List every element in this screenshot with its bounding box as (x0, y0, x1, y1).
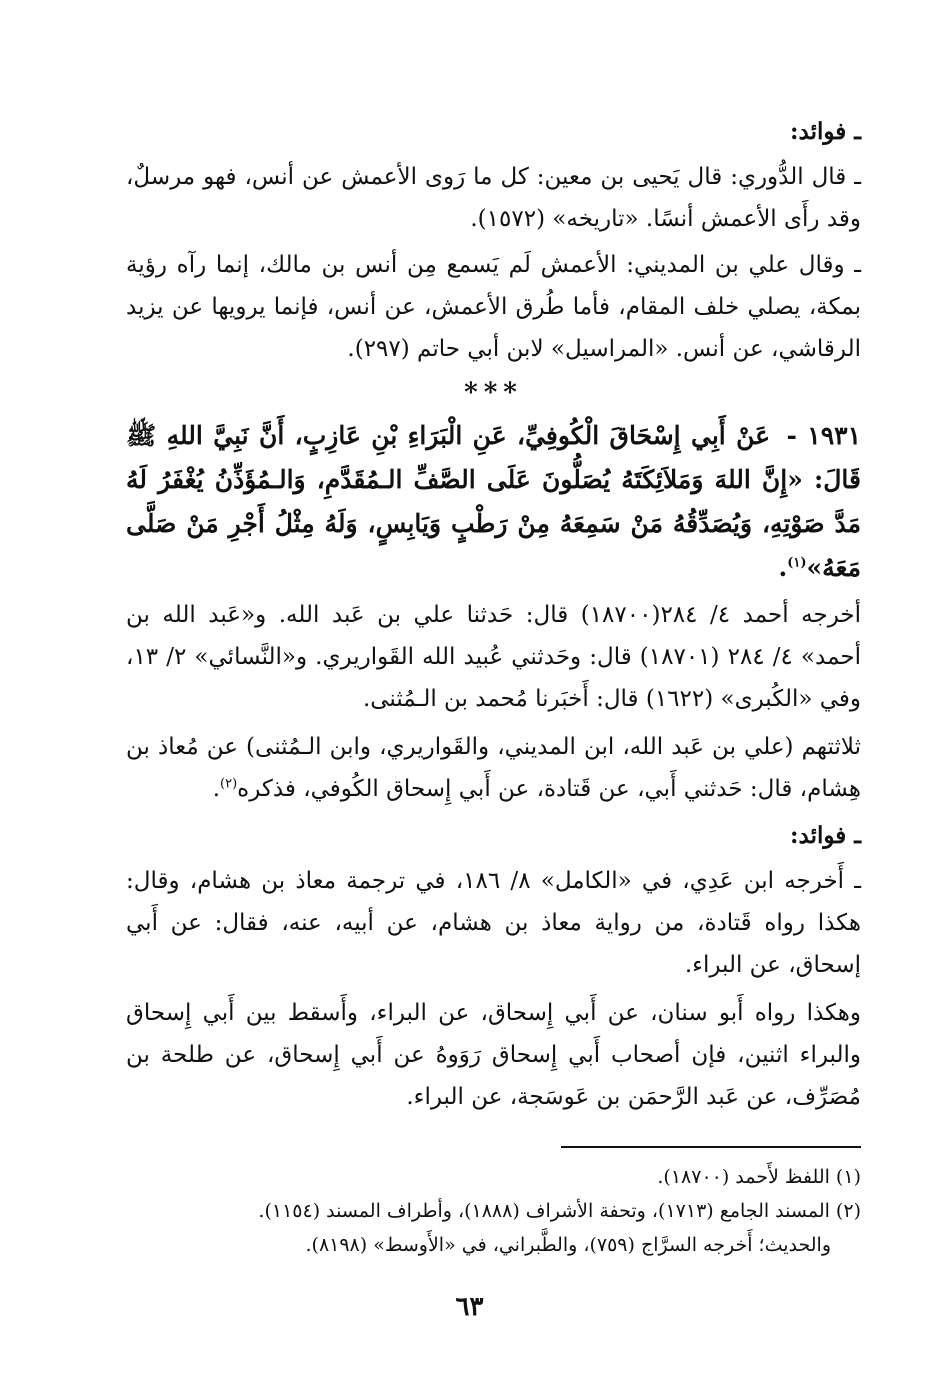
footnote-ref-1: (١) (787, 555, 807, 571)
takhrij-paragraph-1: أخرجه أحمد ٤/ ٢٨٤(١٨٧٠٠) قال: حَدثنا علي بن عَبد الله. و«عَبد الله بن أحمد» ٤/ ٢٨٤ (١٨٧٠١) قال: وحَدثني عُبيد الله القَواريري. و«النَّسائي» ٢/ ١٣، وفي «الكُبرى» (١٦٢٢) قال: أَخبَرنا مُحمد بن الـمُثنى. (126, 602, 861, 712)
hadith-isnad: عَنْ أَبِي إِسْحَاقَ الْكُوفِيِّ، عَنِ الْبَرَاءِ بْنِ عَازِبٍ، أَنَّ نَبِيَّ اللهِ ﷺ قَالَ: (126, 421, 861, 494)
hadith-matn: «إِنَّ اللهَ وَمَلاَئِكَتَهُ يُصَلُّونَ عَلَى الصَّفِّ الـمُقَدَّمِ، وَالـمُؤَذِّنُ يُغْفَرُ لَهُ مَدَّ صَوْتِهِ، وَيُصَدِّقُهُ مَنْ سَمِعَهُ مِنْ رَطْبٍ وَيَابِسٍ، وَلَهُ مِثْلُ أَجْرِ مَنْ صَلَّى مَعَهُ» (126, 465, 861, 582)
hadith-block: ١٩٣١ - عَنْ أَبِي إِسْحَاقَ الْكُوفِيِّ، عَنِ الْبَرَاءِ بْنِ عَازِبٍ، أَنَّ نَبِيَّ اللهِ ﷺ قَالَ: «إِنَّ اللهَ وَمَلاَئِكَتَهُ يُصَلُّونَ عَلَى الصَّفِّ الـمُقَدَّمِ، وَالـمُؤَذِّنُ يُغْفَرُ لَهُ مَدَّ صَوْتِهِ، وَيُصَدِّقُهُ مَنْ سَمِعَهُ مِنْ رَطْبٍ وَيَابِسٍ، وَلَهُ مِثْلُ أَجْرِ مَنْ صَلَّى مَعَهُ»$^{(١)}$. (126, 421, 861, 582)
paragraph-abu-sinan: وهكذا رواه أَبو سنان، عن أَبي إِسحاق، عن البراء، وأَسقط بين أَبي إِسحاق والبراء اثنين، فإن أصحاب أَبي إِسحاق رَوَوهُ عن أَبي إِسحاق، عن طلحة بن مُصَرِّف، عن عَبد الرَّحمَن بن عَوسَجة، عن البراء. (126, 1000, 861, 1110)
page-number: ٦٣ (455, 1292, 484, 1322)
section-separator: *** (464, 378, 523, 408)
footnote-1: (١) اللفظ لأَحمد (١٨٧٠٠). (657, 1166, 861, 1188)
footnote-divider (561, 1146, 861, 1148)
paragraph-ibn-madini: ـ وقال علي بن المديني: الأعمش لَم يَسمع مِن أنس بن مالك، إنما رآه رؤية بمكة، يصلي خلف المقام، فأما طُرق الأعمش، عن أنس، فإنما يرويها عن يزيد الرقاشي، عن أنس. «المراسيل» لابن أبي حاتم (٢٩٧). (126, 252, 861, 362)
takhrij-paragraph-2-text: ثلاثتهم (علي بن عَبد الله، ابن المديني، والقَواريري، وابن الـمُثنى) عن مُعاذ بن هِشام، قال: حَدثني أَبي، عن قَتادة، عن أَبي إِسحاق الكُوفي، فذكره (126, 734, 861, 802)
footnote-2: (٢) المسند الجامع (١٧١٣)، وتحفة الأشراف (١٨٨٨)، وأطراف المسند (١١٥٤). (258, 1200, 861, 1222)
takhrij-paragraph-2: ثلاثتهم (علي بن عَبد الله، ابن المديني، والقَواريري، وابن الـمُثنى) عن مُعاذ بن هِشام، قال: حَدثني أَبي، عن قَتادة، عن أَبي إِسحاق الكُوفي، فذكره$^{(٢)}$. (126, 734, 861, 802)
paragraph-douri: ـ قال الدُّوري: قال يَحيى بن معين: كل ما رَوى الأعمش عن أنس، فهو مرسلٌ، وقد رأَى الأعمش أنسًا. «تاريخه» (١٥٧٢). (126, 164, 861, 232)
footnote-2-continuation: والحديث؛ أَخرجه السرَّاج (٧٥٩)، والطَّبراني، في «الأَوسط» (٨١٩٨). (305, 1234, 831, 1256)
section-heading-fawaid-1: ـ فوائد: (790, 118, 861, 145)
footnote-divider-wrap (126, 1124, 861, 1160)
hadith-number: ١٩٣١ - (786, 421, 861, 450)
section-heading-fawaid-2: ـ فوائد: (790, 822, 861, 849)
footnote-ref-2: (٢) (220, 776, 238, 792)
paragraph-ibn-adi: ـ أَخرجه ابن عَدِي، في «الكامل» ٨/ ١٨٦، في ترجمة معاذ بن هشام، وقال: هكذا رواه قَتادة، من رواية معاذ بن هشام، عن أبيه، عنه، فقال: عن أَبي إسحاق، عن البراء. (126, 868, 861, 978)
